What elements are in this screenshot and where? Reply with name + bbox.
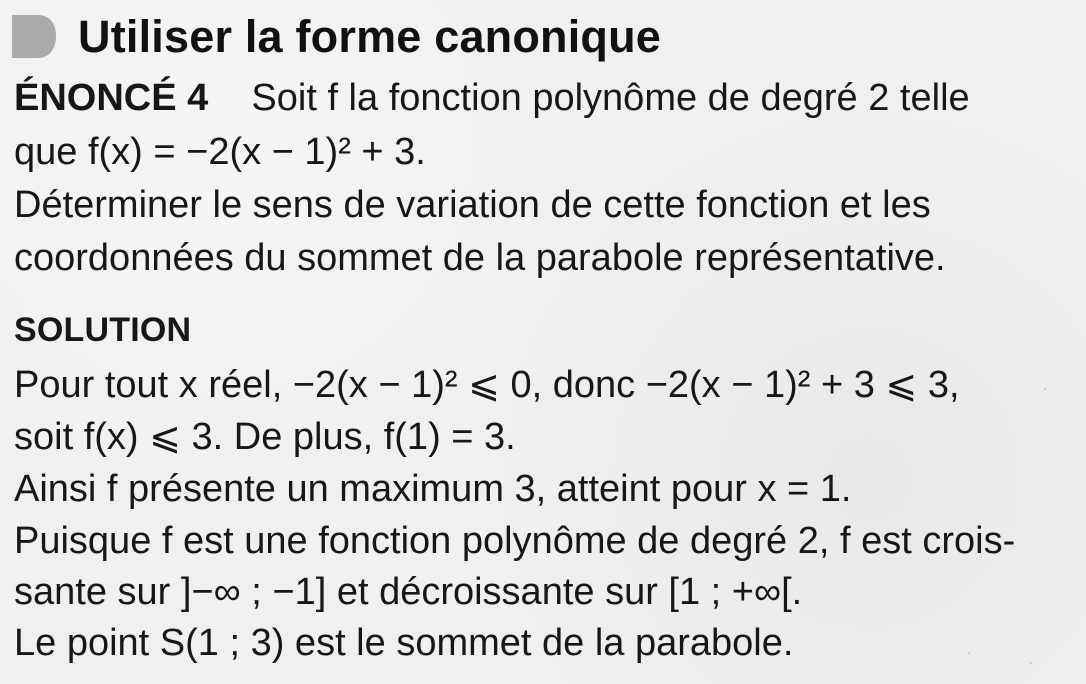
solution-line-5: sante sur ]−∞ ; −1] et décroissante sur [1 ; +∞[. bbox=[14, 571, 803, 613]
solution-line-6: Le point S(1 ; 3) est le sommet de la parabole. bbox=[14, 622, 794, 664]
solution-line-3: Ainsi f présente un maximum 3, atteint pour x = 1. bbox=[14, 468, 852, 510]
statement-line-3: Déterminer le sens de variation de cette fonction et les bbox=[14, 184, 931, 226]
solution-line-1: Pour tout x réel, −2(x − 1)² ⩽ 0, donc −2(x − 1)² + 3 ⩽ 3, bbox=[14, 364, 960, 406]
title-row bbox=[8, 8, 661, 66]
page-title: Utiliser la forme canonique bbox=[78, 11, 662, 62]
statement-line-1 bbox=[14, 79, 970, 117]
statement-line-2: que f(x) = −2(x − 1)² + 3. bbox=[14, 131, 426, 173]
solution-line-4: Puisque f est une fonction polynôme de degré 2, f est crois- bbox=[14, 520, 1016, 562]
shape-icon bbox=[8, 11, 60, 63]
paper-speck bbox=[1044, 388, 1046, 390]
statement-line-1-text: Soit f la fonction polynôme de degré 2 telle bbox=[251, 77, 970, 119]
paper-speck bbox=[1030, 662, 1032, 664]
statement-line-4: coordonnées du sommet de la parabole représentative. bbox=[14, 237, 946, 279]
statement-label: ÉNONCÉ 4 bbox=[14, 77, 209, 119]
solution-line-2: soit f(x) ⩽ 3. De plus, f(1) = 3. bbox=[14, 416, 516, 458]
solution-heading: SOLUTION bbox=[14, 311, 192, 349]
paper-speck bbox=[968, 652, 970, 654]
